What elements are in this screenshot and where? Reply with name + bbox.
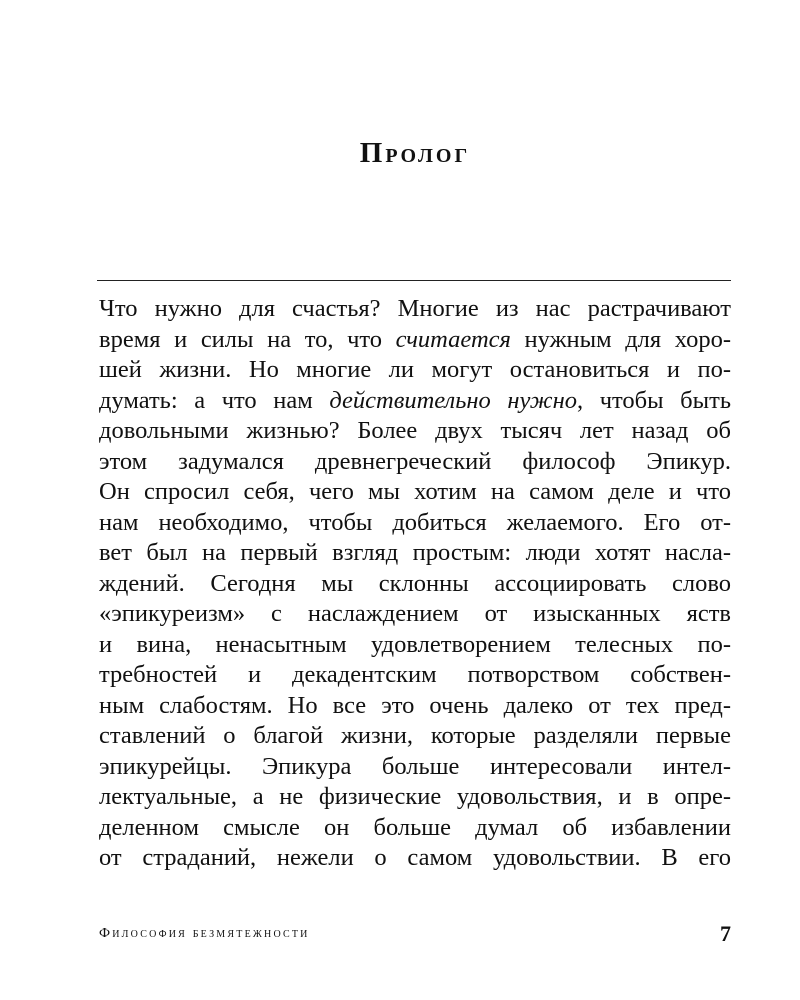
text-line: деленном смысле он больше думал об избавлении (99, 813, 731, 841)
text-line: Он спросил себя, чего мы хотим на самом деле и что (99, 478, 731, 505)
text-line: и вина, ненасытным удовлетворением телесных по- (99, 630, 731, 658)
text-line: этом задумался древнегреческий философ Эпикур. (99, 447, 731, 475)
text-line: вет был на первый взгляд простым: люди хотят насла- (99, 539, 731, 566)
horizontal-rule (97, 280, 731, 281)
text-line: нам необходимо, чтобы добиться желаемого. Его от- (99, 508, 731, 536)
running-footer-title: Философия безмятежности (99, 926, 310, 941)
text-line: эпикурейцы. Эпикура больше интересовали интел- (99, 752, 731, 780)
text-line: Что нужно для счастья? Многие из нас растрачивают (99, 295, 731, 322)
text-line: от страданий, нежели о самом удовольствии. В его (99, 844, 731, 871)
text-line: «эпикуреизм» с наслаждением от изысканных яств (99, 600, 731, 627)
emphasis-text: считается (395, 325, 511, 353)
text-line: лектуальные, а не физические удовольствия, и в опре- (99, 783, 731, 810)
chapter-title: Пролог (359, 137, 471, 169)
text-line: ставлений о благой жизни, которые разделяли первые (99, 722, 731, 749)
text-line: требностей и декадентским потворством собствен- (99, 661, 731, 688)
text-line: довольными жизнью? Более двух тысяч лет назад об (99, 417, 731, 444)
emphasis-text: действительно нужно (329, 386, 577, 414)
body-text (99, 294, 731, 874)
text-line: ным слабостям. Но все это очень далеко от тех пред- (99, 691, 731, 719)
page-number: 7 (720, 921, 731, 946)
text-line: время и силы на то, что считается нужным для хоро- (99, 325, 731, 353)
text-line: ждений. Сегодня мы склонны ассоциировать слово (99, 569, 731, 597)
text-line: думать: а что нам действительно нужно, чтобы быть (99, 386, 731, 414)
text-line: шей жизни. Но многие ли могут остановиться и по- (99, 356, 731, 383)
